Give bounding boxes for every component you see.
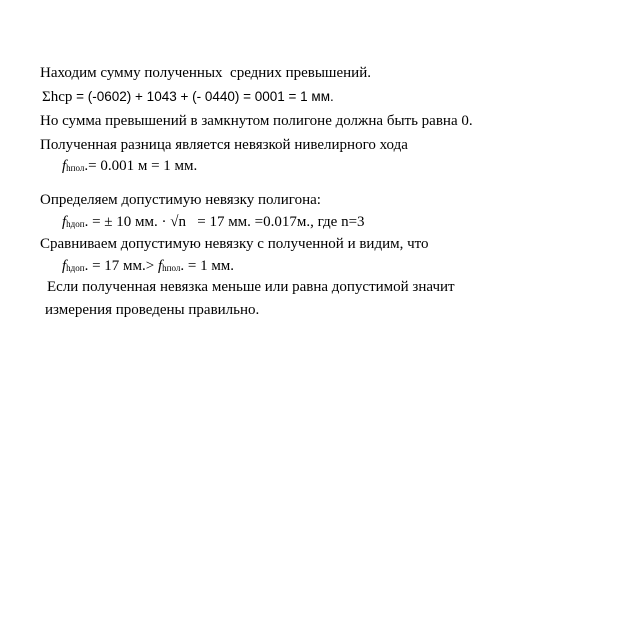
f-symbol: f: [62, 258, 67, 274]
determine-allowed-text: Определяем допустимую невязку полигона:: [40, 192, 321, 208]
f-symbol: f: [157, 258, 163, 274]
comparison-end: . = 1 мм.: [180, 258, 235, 274]
sum-symbol: Σhср: [42, 89, 73, 105]
f-symbol: f: [62, 214, 67, 230]
misclosure-text: Полученная разница является невязкой нивелирного хода: [40, 137, 408, 153]
subscript-h-allowed: hдоп: [66, 219, 85, 229]
conclusion-end-text: измерения проведены правильно.: [45, 302, 260, 318]
subscript-h-allowed: hдоп: [66, 263, 85, 273]
comparison-middle: . = 17 мм.>: [84, 258, 158, 274]
conclusion-text: Если полученная невязка меньше или равна допустимой значит: [47, 279, 455, 295]
text-line-conclusion-end: [30, 283, 259, 337]
subscript-h-obtained: hпол: [66, 163, 85, 173]
f-symbol: f: [62, 158, 67, 174]
polygon-zero-text: Но сумма превышений в замкнутом полигоне должна быть равна 0.: [40, 113, 473, 129]
sum-equation: = (-0602) + 1043 + (- 0440) = 0001 = 1 мм.: [72, 89, 334, 104]
obtained-misclosure-value: .= 0.001 м = 1 мм.: [84, 158, 198, 174]
allowed-formula-value: . = ± 10 мм. · √n = 17 мм. =0.017м., где n=3: [84, 214, 365, 230]
subscript-h-obtained: hпол: [162, 263, 181, 273]
compare-text: Сравниваем допустимую невязку с полученной и видим, что: [40, 236, 429, 252]
intro-text: Находим сумму полученных средних превышений.: [40, 65, 371, 81]
